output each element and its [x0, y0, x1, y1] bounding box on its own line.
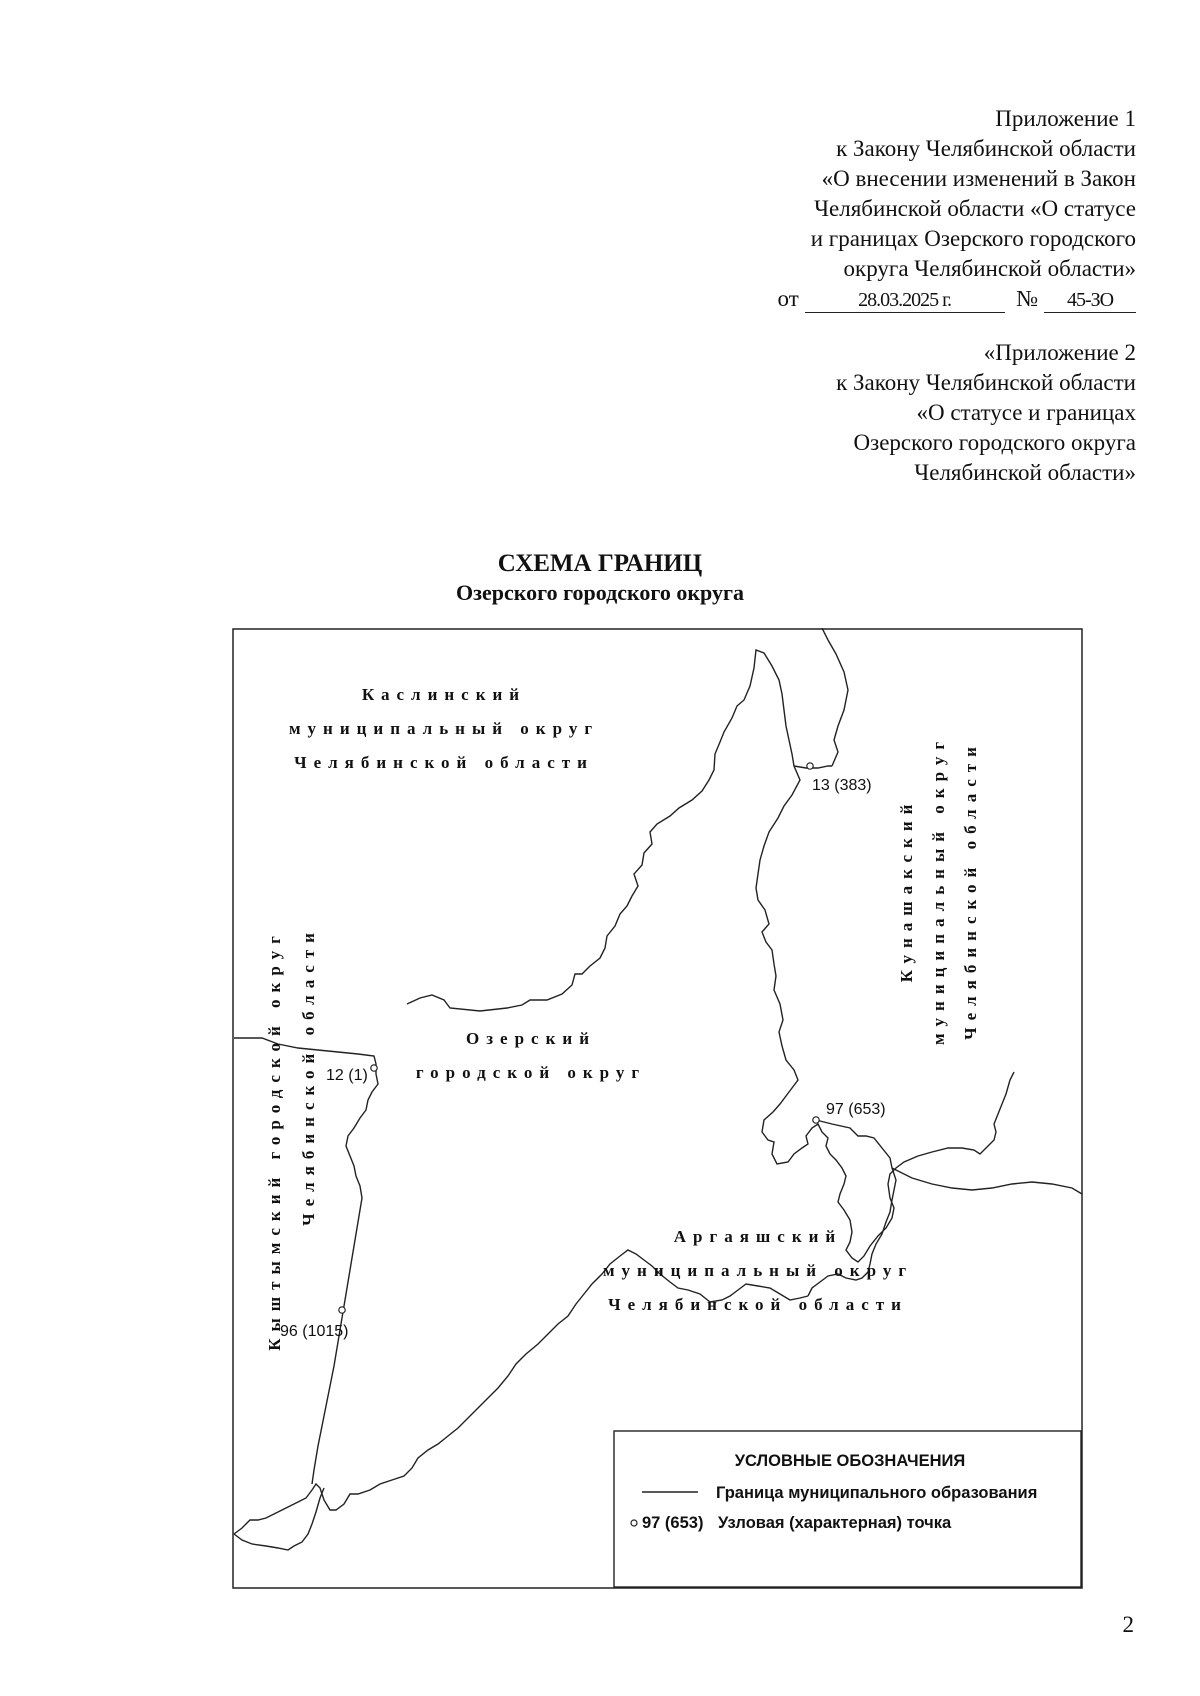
legend-point-label: Узловая (характерная) точка [718, 1514, 952, 1532]
page-number: 2 [1122, 1612, 1134, 1637]
annex-2-line: «О статусе и границах [916, 400, 1136, 425]
region-label-kunashak: Кунашакский [897, 797, 916, 983]
legend-title: УСЛОВНЫЕ ОБОЗНАЧЕНИЯ [734, 1452, 966, 1470]
document-subtitle: Озерского городского округа [456, 580, 744, 605]
annex-2-header [836, 338, 1136, 488]
annex-1-line: Приложение 1 [995, 106, 1136, 131]
region-label-kyshtym: Кыштымский городской округ [265, 929, 284, 1351]
node-point-12 [371, 1065, 377, 1071]
region-label-argayash: Аргаяшский [673, 1227, 843, 1246]
region-label-argayash: муниципальный округ [602, 1261, 914, 1280]
point-label-13: 13 (383) [812, 777, 872, 794]
legend-point-sample-label: 97 (653) [642, 1514, 704, 1532]
annex-2-line: Озерского городского округа [853, 430, 1136, 455]
point-label-12: 12 (1) [326, 1067, 368, 1084]
annex-1-line: и границах Озерского городского [810, 226, 1136, 251]
annex-1-line: к Закону Челябинской области [836, 136, 1136, 161]
document-title: СХЕМА ГРАНИЦ [497, 550, 703, 577]
region-label-kyshtym: Челябинской области [299, 926, 318, 1226]
annex-2-line: Челябинской области» [914, 460, 1136, 485]
map-legend [614, 1431, 1081, 1587]
node-point-97 [813, 1117, 819, 1123]
number-prefix: № [1016, 286, 1039, 311]
annex-1-line: округа Челябинской области» [843, 256, 1136, 281]
date-prefix: от [777, 286, 799, 311]
boundary-map [232, 628, 1084, 1590]
annex-1-header [778, 104, 1136, 314]
node-point-13 [807, 763, 813, 769]
legend-point-sample [631, 1520, 637, 1526]
region-label-kasli: Челябинской области [294, 753, 594, 772]
annex-2-line: к Закону Челябинской области [836, 370, 1136, 395]
legend-boundary-label: Граница муниципального образования [716, 1484, 1038, 1502]
law-number: 45-ЗО [1044, 288, 1136, 313]
region-label-kasli: Каслинский [361, 685, 527, 704]
region-label-kasli: муниципальный округ [288, 719, 600, 738]
point-label-97: 97 (653) [826, 1101, 886, 1118]
region-label-kunashak: муниципальный округ [929, 734, 948, 1046]
node-point-96 [339, 1307, 345, 1313]
region-label-ozersk: Озерский [466, 1029, 596, 1048]
annex-1-line: Челябинской области «О статусе [814, 196, 1136, 221]
point-label-96: 96 (1015) [280, 1323, 349, 1340]
annex-2-line: «Приложение 2 [983, 340, 1136, 365]
annex-1-line: «О внесении изменений в Закон [821, 166, 1136, 191]
law-date: 28.03.2025 г. [805, 288, 1005, 313]
law-date-line [778, 284, 1136, 314]
region-label-ozersk: городской округ [415, 1063, 647, 1082]
region-label-argayash: Челябинской области [608, 1295, 908, 1314]
region-label-kunashak: Челябинской области [961, 740, 980, 1040]
